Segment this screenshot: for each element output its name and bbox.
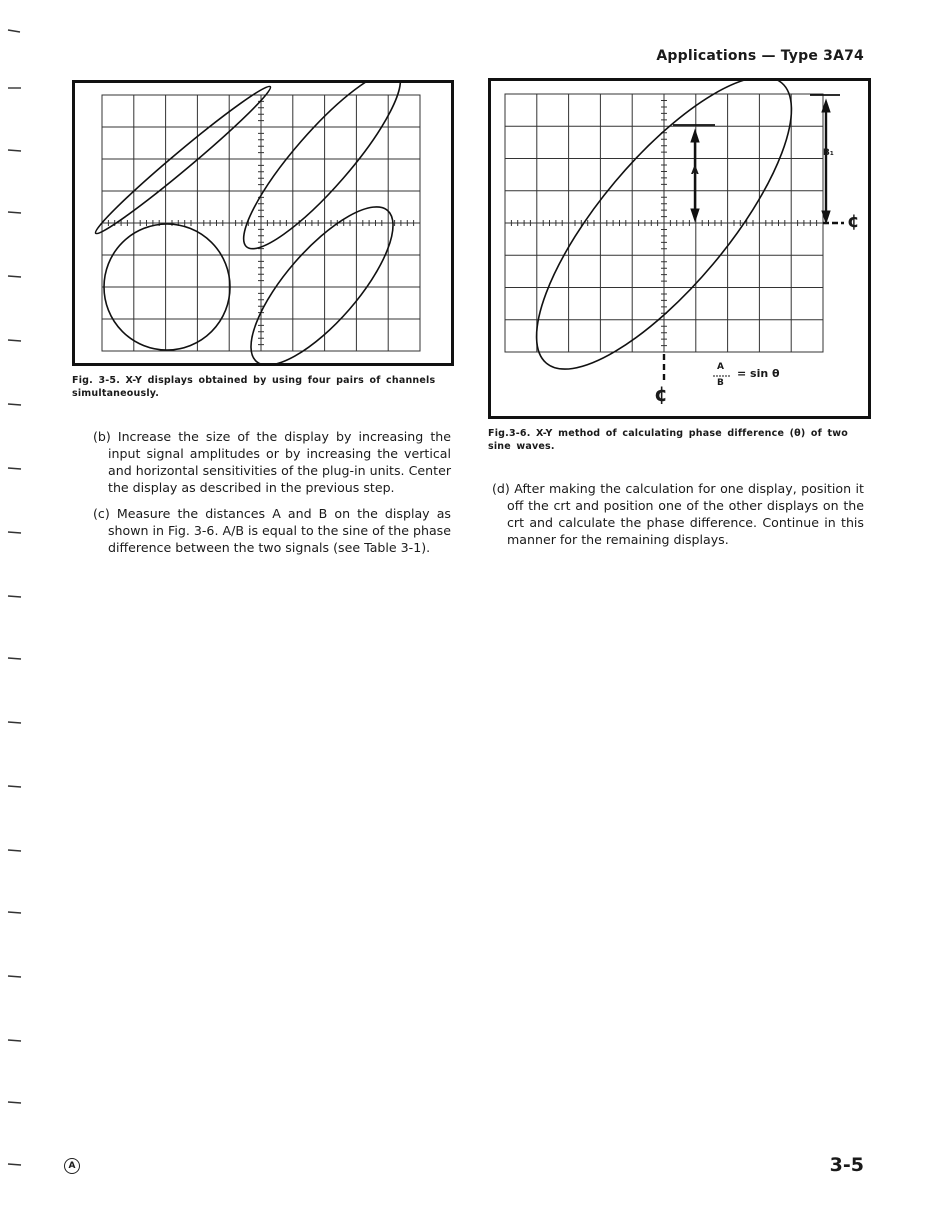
figure-3-6-caption: Fig.3-6. X-Y method of calculating phase difference (θ) of two sine waves. bbox=[488, 428, 848, 452]
page-number: 3-5 bbox=[829, 1154, 864, 1176]
figure-3-6 bbox=[488, 78, 872, 420]
formula-numerator: A bbox=[717, 362, 724, 372]
centerline-symbol-bottom: ¢ bbox=[654, 382, 668, 406]
right-column bbox=[492, 480, 864, 557]
label-b1: B₁ bbox=[823, 148, 834, 158]
figure-3-5 bbox=[72, 80, 454, 366]
formula-sine: = sin θ bbox=[737, 367, 780, 380]
figure-3-5-caption: Fig. 3-5. X-Y displays obtained by using four pairs of channels simultaneously. bbox=[72, 375, 436, 399]
left-column bbox=[93, 428, 451, 565]
formula-denominator: B bbox=[717, 378, 724, 388]
running-header: Applications — Type 3A74 bbox=[656, 48, 864, 64]
margin-marks bbox=[0, 0, 30, 1222]
centerline-symbol-right: ¢ bbox=[847, 211, 860, 232]
paragraph-c: (c) Measure the distances A and B on the display as shown in Fig. 3-6. A/B is equal to the sine of the phase difference between the two signals (see Table 3-1). bbox=[93, 506, 451, 555]
label-a: A bbox=[691, 166, 699, 177]
paragraph-b: (b) Increase the size of the display by increasing the input signal amplitudes or by increasing the vertical and horizontal sensitivities of the plug-in units. Center the display as described in the previous step. bbox=[93, 429, 451, 495]
paragraph-d: (d) After making the calculation for one display, position it off the crt and position one of the other displays on the crt and calculate the phase difference. Continue in this manner for the remaining displays. bbox=[492, 481, 864, 547]
publisher-logo: A bbox=[64, 1158, 80, 1174]
